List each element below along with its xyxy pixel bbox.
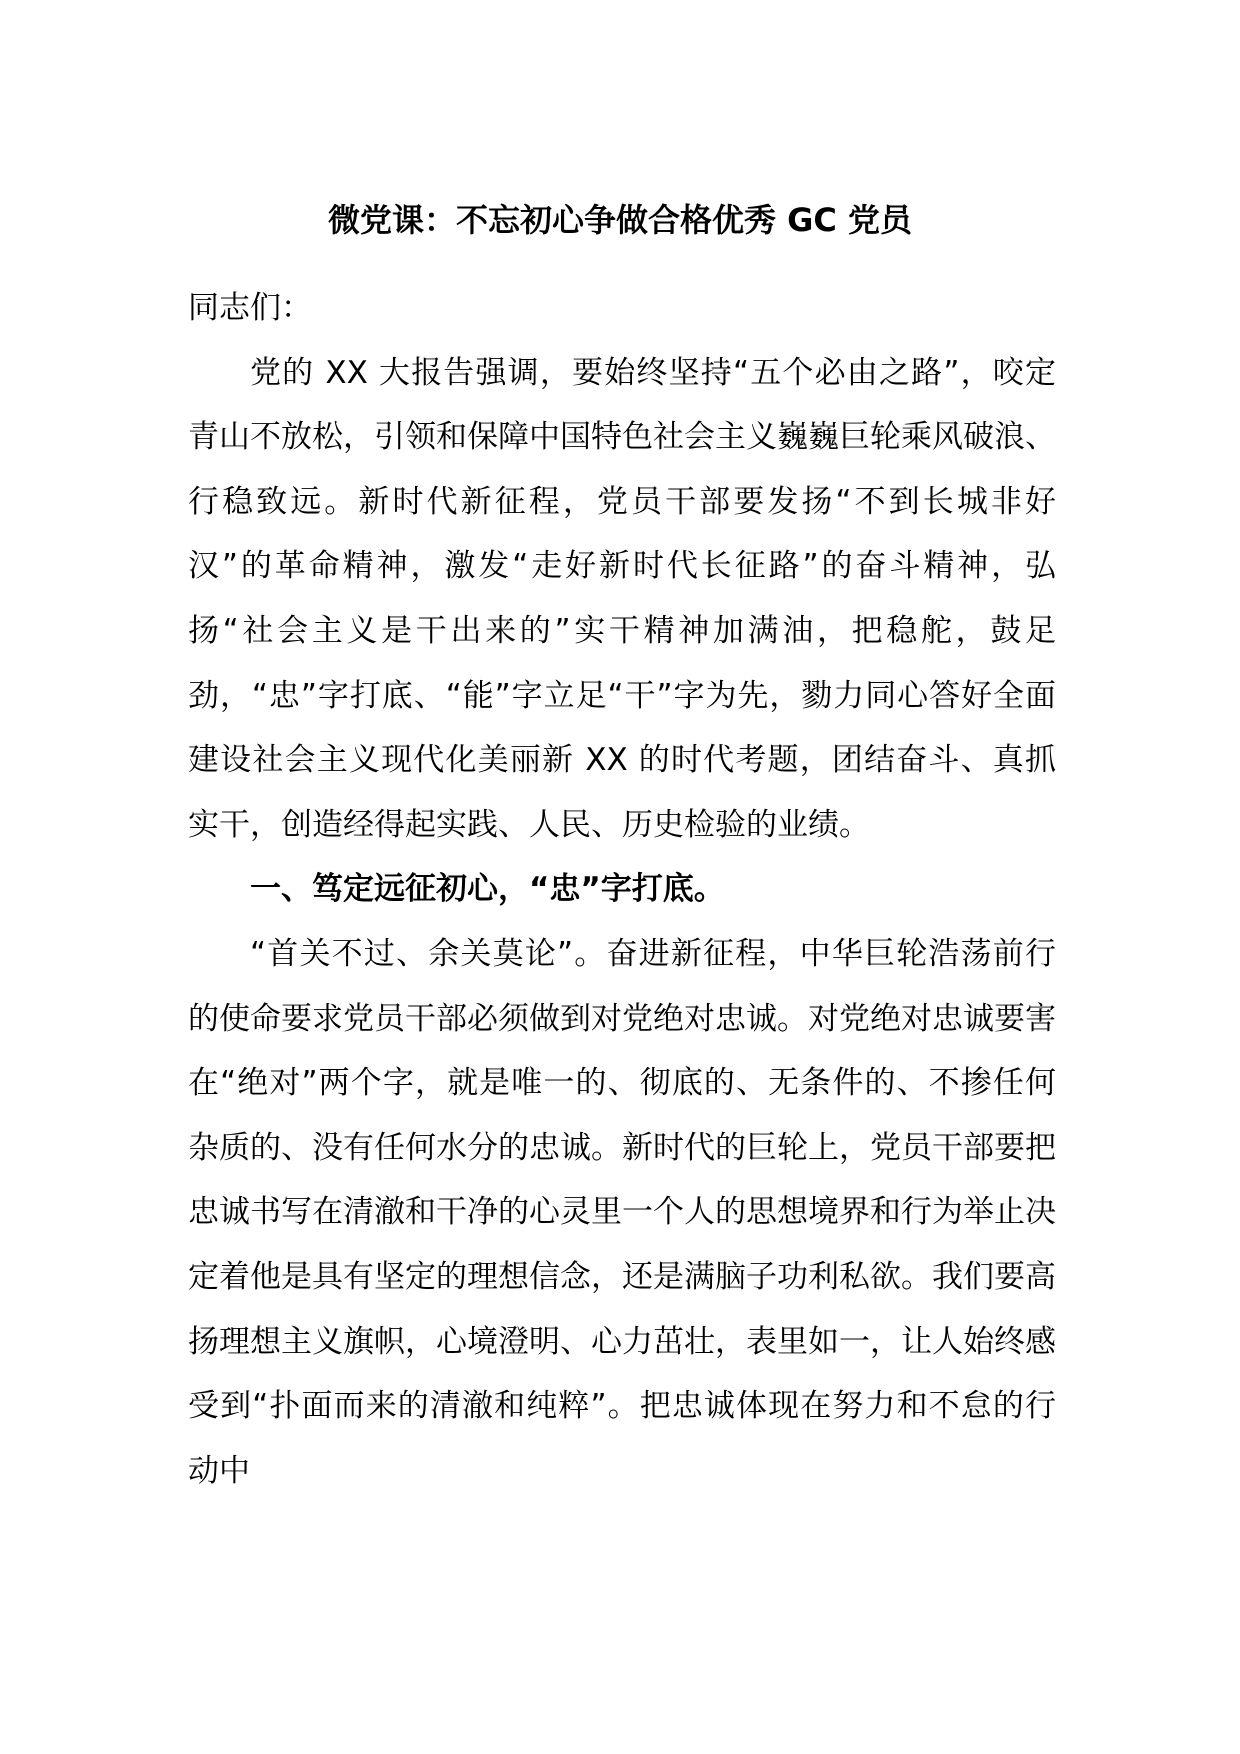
salutation: 同志们： <box>188 290 312 326</box>
section-heading-1: 一、笃定远征初心，“忠”字打底。 <box>250 871 725 908</box>
document-title: 微党课：不忘初心争做合格优秀 GC 党员 <box>327 201 913 239</box>
paragraph-1: 党的 XX 大报告强调，要始终坚持“五个必由之路”，咬定青山不放松，引领和保障中国特色社会主义巍巍巨轮乘风破浪、行稳致远。新时代新征程，党员干部要发扬“不到长城非好汉”的革命精神，激发“走好新时代长征路”的奋斗精神，弘扬“社会主义是干出来的”实干精神加满油，把稳舵，鼓足劲，“忠”字打底、“能”字立足“干”字为先，勠力同心答好全面建设社会主义现代化美丽新 XX 的时代考题，团结奋斗、真抓实干，创造经得起实践、人民、历史检验的业绩。 <box>188 354 1056 843</box>
paragraph-2: “首关不过、余关莫论”。奋进新征程，中华巨轮浩荡前行的使命要求党员干部必须做到对党绝对忠诚。对党绝对忠诚要害在“绝对”两个字，就是唯一的、彻底的、无条件的、不掺任何杂质的、没有任何水分的忠诚。新时代的巨轮上，党员干部要把忠诚书写在清澈和干净的心灵里一个人的思想境界和行为举止决定着他是具有坚定的理想信念，还是满脑子功利私欲。我们要高扬理想主义旗帜，心境澄明、心力茁壮，表里如一，让人始终感受到“扑面而来的清澈和纯粹”。把忠诚体现在努力和不怠的行动中 <box>188 935 1056 1489</box>
document-body <box>188 276 1056 1503</box>
